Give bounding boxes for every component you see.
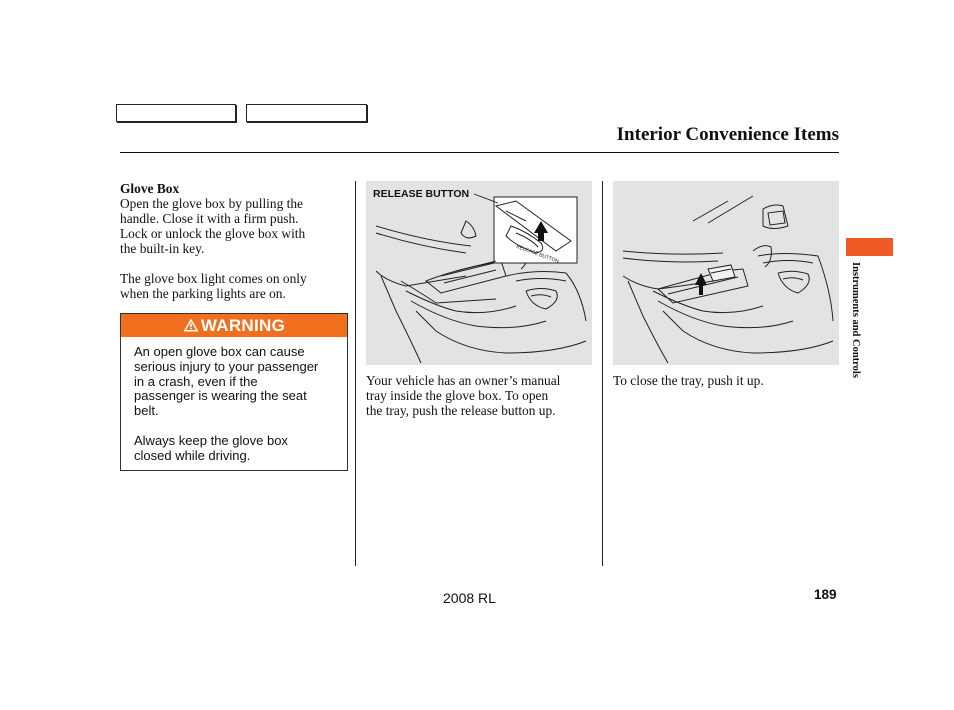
caption-line: tray inside the glove box. To open [366,388,549,403]
warning-line: Always keep the glove box [134,432,288,448]
inset-label: RELEASE BUTTON [515,243,560,265]
paragraph-line: Lock or unlock the glove box with [120,226,306,241]
warning-line: passenger is wearing the seat [134,388,307,404]
warning-line: closed while driving. [134,447,251,463]
section-tab-text: Instruments and Controls [850,262,861,378]
nav-box-next[interactable] [246,104,367,122]
caption-open-tray [366,373,596,418]
warning-text [134,345,339,463]
warning-header [121,314,347,337]
nav-box-previous[interactable] [116,104,236,122]
section-tab-label [846,262,864,402]
caption-close-tray [613,373,839,388]
section-tab [846,238,893,256]
paragraph-line: handle. Close it with a firm push. [120,211,299,226]
warning-line: An open glove box can cause [134,344,305,359]
glove-box-section [120,181,348,256]
caption-line: To close the tray, push it up. [613,373,764,388]
section-heading: Glove Box [120,181,180,196]
warning-box [120,313,348,471]
paragraph-line: Open the glove box by pulling the [120,196,303,211]
warning-line: serious injury to your passenger [134,358,319,374]
release-button-callout: RELEASE BUTTON [373,188,470,200]
warning-line: in a crash, even if the [134,373,258,389]
warning-title-text: WARNING [200,316,286,335]
glove-box-illustration-open [366,181,592,365]
warning-title [121,314,347,337]
warning-triangle-icon [183,318,199,332]
footer-model: 2008 RL [443,590,496,606]
column-divider-2 [602,181,603,566]
figure-close-tray [613,181,839,365]
warning-line: belt. [134,403,159,419]
column-divider-1 [355,181,356,566]
caption-line: Your vehicle has an owner’s manual [366,373,561,388]
page-title: Interior Convenience Items [616,124,839,145]
paragraph-line: the built-in key. [120,241,205,256]
paragraph-line: when the parking lights are on. [120,286,286,301]
glove-box-light-note [120,271,348,301]
caption-line: the tray, push the release button up. [366,403,556,418]
figure-release-button [366,181,592,365]
paragraph-line: The glove box light comes on only [120,271,307,286]
header-rule [120,152,839,153]
page-number: 189 [814,587,837,602]
glove-box-illustration-close [613,181,839,365]
